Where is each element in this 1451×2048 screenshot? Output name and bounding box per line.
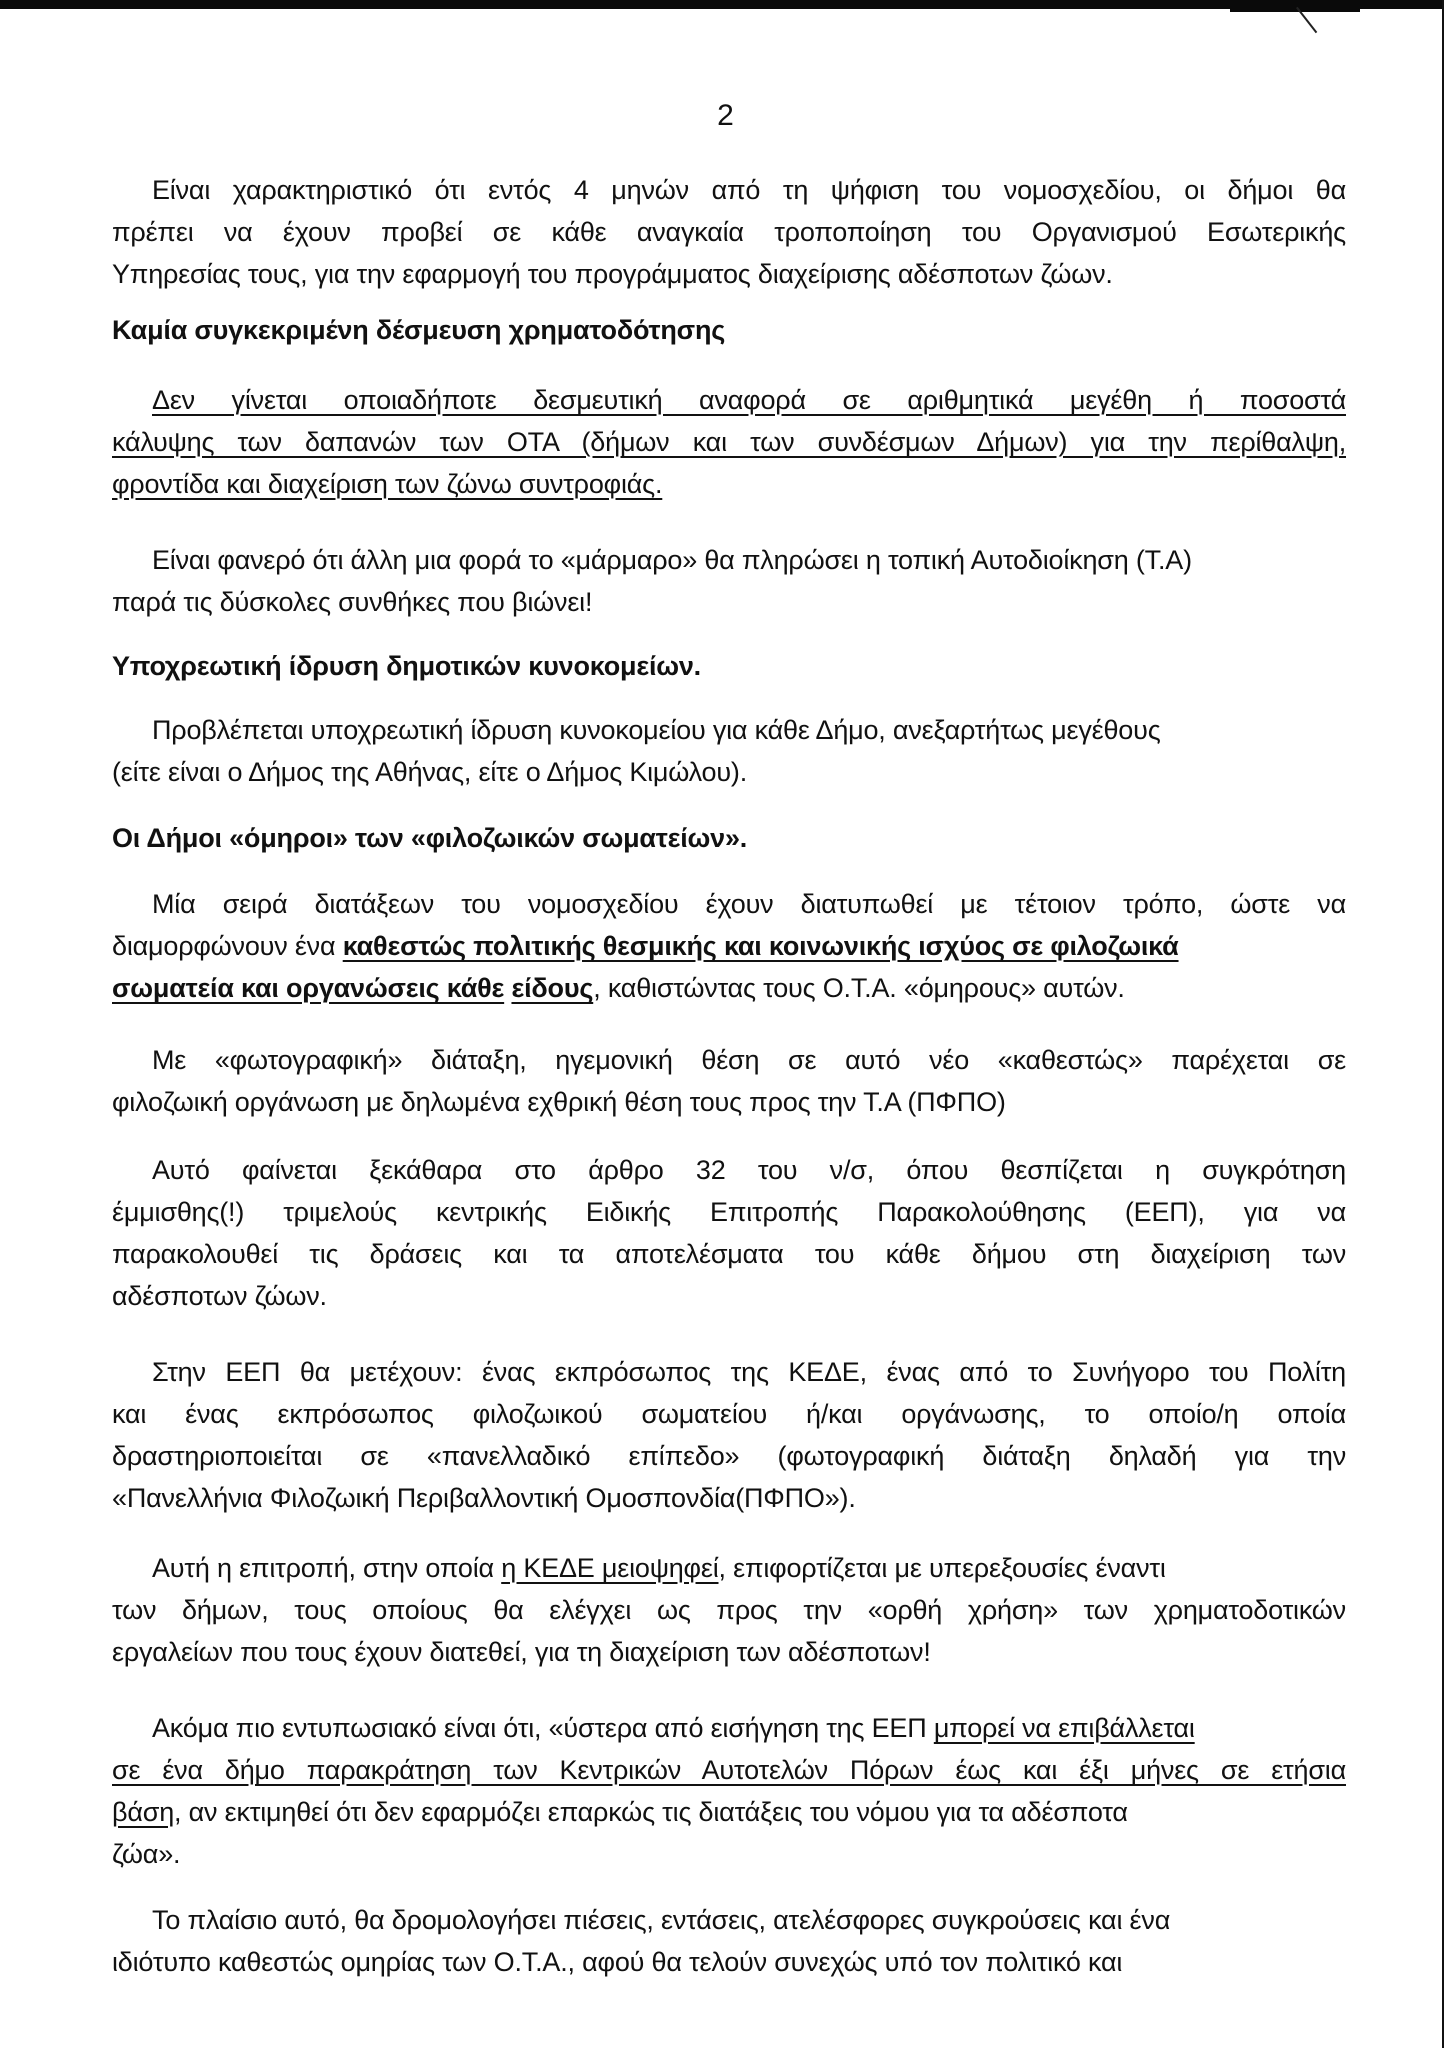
paragraph-line: αδέσποτων ζώων. bbox=[112, 1281, 327, 1311]
paragraph-line: Αυτό φαίνεται ξεκάθαρα στο άρθρο 32 του ν/σ, όπου θεσπίζεται η συγκρότηση bbox=[152, 1155, 1346, 1185]
emphasized-text: καθεστώς πολιτικής θεσμικής και κοινωνικής ισχύος σε φιλοζωικά bbox=[342, 931, 1179, 961]
emphasized-text: σωματεία και οργανώσεις κάθε bbox=[112, 973, 505, 1003]
section-heading: Οι Δήμοι «όμηροι» των «φιλοζωικών σωματείων». bbox=[112, 823, 748, 853]
paragraph-line: «Πανελλήνια Φιλοζωική Περιβαλλοντική Ομοσπονδία(ΠΦΠΟ»). bbox=[112, 1483, 856, 1513]
scan-border-top bbox=[0, 0, 1444, 9]
paragraph-line: παρά τις δύσκολες συνθήκες που βιώνει! bbox=[112, 587, 593, 617]
underlined-text: η ΚΕΔΕ μειοψηφεί bbox=[501, 1553, 719, 1583]
section-heading: Υποχρεωτική ίδρυση δημοτικών κυνοκομείων. bbox=[112, 651, 701, 681]
underlined-text: βάση bbox=[112, 1797, 175, 1827]
paragraph-line: παρακολουθεί τις δράσεις και τα αποτελέσματα του κάθε δήμου στη διαχείριση των bbox=[112, 1239, 1346, 1269]
paragraph-line: ιδιότυπο καθεστώς ομηρίας των Ο.Τ.Α., αφού θα τελούν συνεχώς υπό τον πολιτικό και bbox=[112, 1947, 1123, 1977]
paragraph-line: ζώα». bbox=[112, 1839, 181, 1869]
underlined-text: φροντίδα και διαχείριση των ζώνω συντροφιάς. bbox=[112, 469, 663, 499]
paragraph-line bbox=[112, 926, 1346, 966]
plain-text: , αν εκτιμηθεί ότι δεν εφαρμόζει επαρκώς τις διατάξεις του νόμου για τα αδέσποτα bbox=[174, 1797, 1128, 1827]
plain-text: διαμορφώνουν ένα bbox=[112, 931, 343, 961]
paragraph-line bbox=[112, 968, 1346, 1008]
paragraph-line: Υπηρεσίας τους, για την εφαρμογή του προγράμματος διαχείρισης αδέσποτων ζώων. bbox=[112, 259, 1113, 289]
underlined-line: κάλυψης των δαπανών των ΟΤΑ (δήμων και των συνδέσμων Δήμων) για την περίθαλψη, bbox=[112, 427, 1346, 457]
plain-text: , καθιστώντας τους Ο.Τ.Α. «όμηρους» αυτών. bbox=[593, 973, 1125, 1003]
underlined-text: μπορεί να επιβάλλεται bbox=[933, 1713, 1195, 1743]
paragraph-line: Μία σειρά διατάξεων του νομοσχεδίου έχουν διατυπωθεί με τέτοιον τρόπο, ώστε να bbox=[152, 889, 1346, 919]
paragraph-line bbox=[152, 1548, 1346, 1588]
underlined-line: σε ένα δήμο παρακράτηση των Κεντρικών Αυτοτελών Πόρων έως και έξι μήνες σε ετήσια bbox=[112, 1755, 1346, 1785]
paragraph-line bbox=[112, 1792, 1346, 1832]
paragraph-line: Στην ΕΕΠ θα μετέχουν: ένας εκπρόσωπος της ΚΕΔΕ, ένας από το Συνήγορο του Πολίτη bbox=[152, 1357, 1346, 1387]
page-number: 2 bbox=[717, 99, 734, 132]
paragraph-line: εργαλείων που τους έχουν διατεθεί, για τη διαχείριση των αδέσποτων! bbox=[112, 1637, 931, 1667]
plain-text: , επιφορτίζεται με υπερεξουσίες έναντι bbox=[718, 1553, 1166, 1583]
section-heading: Καμία συγκεκριμένη δέσμευση χρηματοδότησης bbox=[112, 315, 726, 345]
paragraph-line: πρέπει να έχουν προβεί σε κάθε αναγκαία τροποποίηση του Οργανισμού Εσωτερικής bbox=[112, 217, 1346, 247]
paragraph-line: δραστηριοποιείται σε «πανελλαδικό επίπεδο» (φωτογραφική διάταξη δηλαδή για την bbox=[112, 1441, 1346, 1471]
paragraph-line: και ένας εκπρόσωπος φιλοζωικού σωματείου ή/και οργάνωσης, το οποίο/η οποία bbox=[112, 1399, 1346, 1429]
underlined-line: Δεν γίνεται οποιαδήποτε δεσμευτική αναφορά σε αριθμητικά μεγέθη ή ποσοστά bbox=[152, 385, 1346, 415]
paragraph-line: (είτε είναι ο Δήμος της Αθήνας, είτε ο Δήμος Κιμώλου). bbox=[112, 757, 748, 787]
paragraph-line: Προβλέπεται υποχρεωτική ίδρυση κυνοκομείου για κάθε Δήμο, ανεξαρτήτως μεγέθους bbox=[152, 715, 1161, 745]
paragraph-line: Είναι φανερό ότι άλλη μια φορά το «μάρμαρο» θα πληρώσει η τοπική Αυτοδιοίκηση (Τ.Α) bbox=[152, 545, 1192, 575]
paragraph-line: των δήμων, τους οποίους θα ελέγχει ως προς την «ορθή χρήση» των χρηματοδοτικών bbox=[112, 1595, 1346, 1625]
plain-text: Αυτή η επιτροπή, στην οποία bbox=[152, 1553, 502, 1583]
paragraph-line: έμμισθης(!) τριμελούς κεντρικής Ειδικής Επιτροπής Παρακολούθησης (ΕΕΠ), για να bbox=[112, 1197, 1346, 1227]
paragraph-line bbox=[152, 1708, 1346, 1748]
emphasized-text: είδους bbox=[511, 973, 594, 1003]
paragraph-line: Είναι χαρακτηριστικό ότι εντός 4 μηνών από τη ψήφιση του νομοσχεδίου, οι δήμοι θα bbox=[152, 175, 1346, 205]
paragraph-line: φιλοζωική οργάνωση με δηλωμένα εχθρική θέση τους προς την Τ.Α (ΠΦΠΟ) bbox=[112, 1087, 1006, 1117]
underlined-line bbox=[112, 464, 1346, 504]
scan-border-notch bbox=[1230, 6, 1360, 12]
paragraph-line: Με «φωτογραφική» διάταξη, ηγεμονική θέση σε αυτό νέο «καθεστώς» παρέχεται σε bbox=[152, 1045, 1346, 1075]
scan-border-right bbox=[1442, 0, 1444, 2048]
plain-text: Ακόμα πιο εντυπωσιακό είναι ότι, «ύστερα από εισήγηση της ΕΕΠ bbox=[152, 1713, 934, 1743]
paragraph-line: Το πλαίσιο αυτό, θα δρομολογήσει πιέσεις, εντάσεις, ατελέσφορες συγκρούσεις και ένα bbox=[152, 1905, 1171, 1935]
